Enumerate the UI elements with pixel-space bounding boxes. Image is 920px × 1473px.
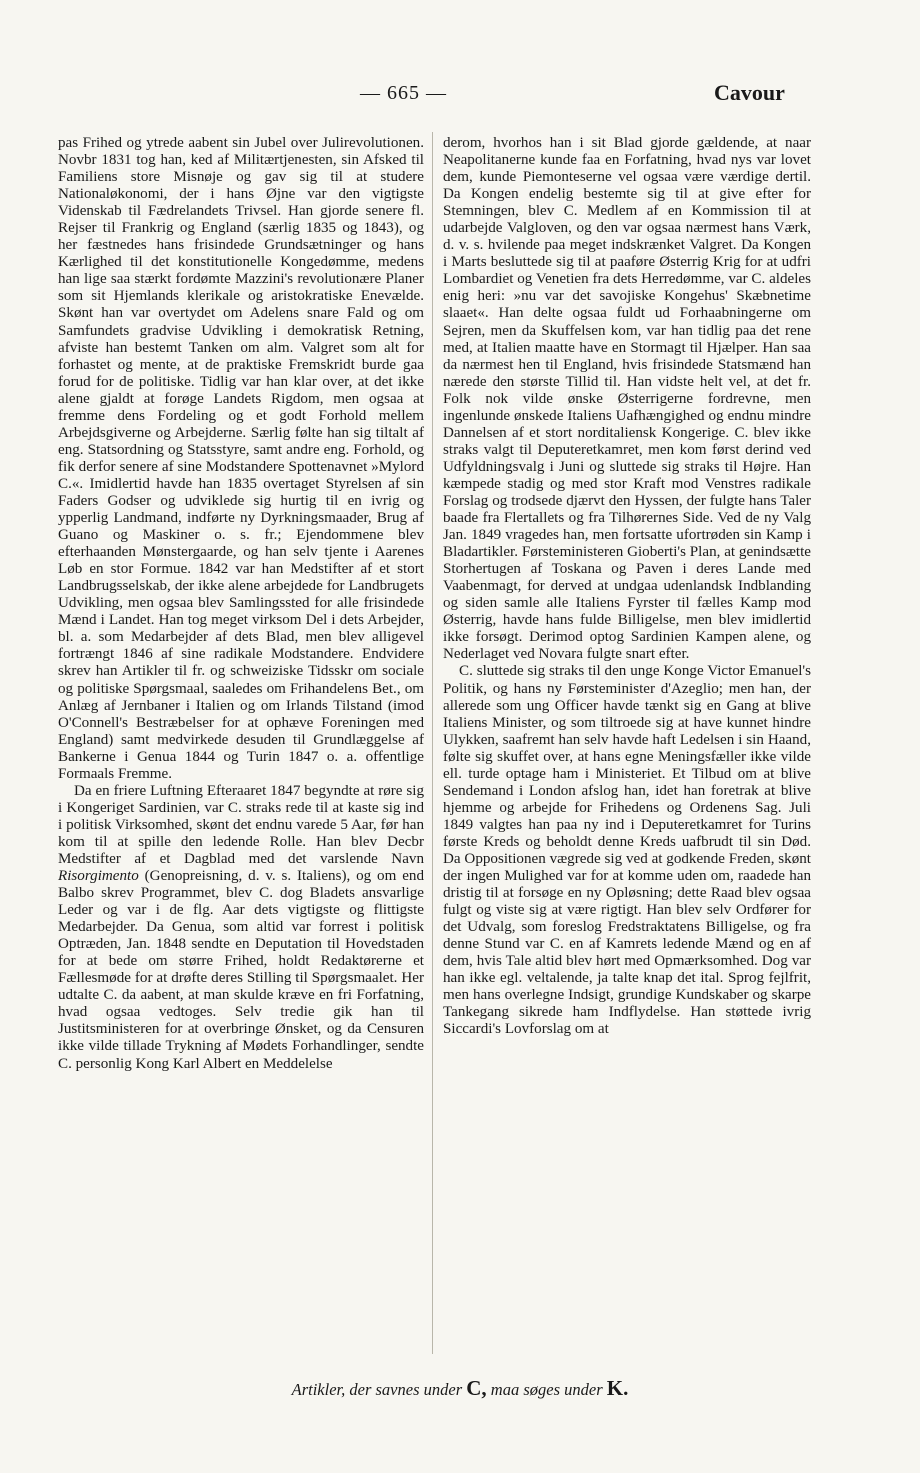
page-header: [0, 78, 920, 112]
paragraph: derom, hvorhos han i sit Blad gjorde gældende, at naar Neapolitanerne kunde faa en Forfatning, hvad nys var lovet dem, kunde Piemonteserne vel ogsaa være værdige dertil. Da Kongen endelig bestemte sig til at give efter for Stemningen, blev C. Medlem af en Kommission til at udarbejde Valgloven, og den var ogsaa nærmest hans Værk, d. v. s. hvilende paa meget indskrænket Valgret. Da Kongen i Marts besluttede sig til at paaføre Østerrig Krig for at udfri Lombardiet og Venetien fra dets Herredømme, var C. aldeles enig heri: »nu var det savojiske Kongehus' Skæbnetime slaaet«. Han delte ogsaa fuldt ud Forhaabningerne om Sejren, men da Skuffelsen kom, var han tidlig paa det rene med, at Italien maatte have en Stormagt til Hjælper. Han saa da nærmest hen til England, hvis frisindede Statsmænd han nærede den største Tillid til. Han vidste helt vel, at det fr. Folk nok vilde ønske Østerrigerne fordrevne, men ingenlunde ønskede Italiens Uafhængighed og endnu mindre Dannelsen af et stort norditaliensk Kongerige. C. blev ikke straks valgt til Deputeretkamret, men kom først derind ved Udfyldningsvalg i Juni og sluttede sig straks til Højre. Han kæmpede stadig og med stor Kraft mod Venstres radikale Forslag og trodsede djærvt den Hyssen, der fulgte hans Taler baade fra Flertallets og fra Tilhørernes Side. Ved de ny Valg Jan. 1849 vragedes han, men fortsatte ufortrøden sin Kamp i Bladartikler. Førsteministeren Gioberti's Plan, at genindsætte Storhertugen af Toskana og Paven i deres Lande med Vaabenmagt, for derved at undgaa udenlandsk Indblanding og siden samle alle Italiens Fyrster til fælles Kamp mod Østerrig, havde hans fulde Billigelse, men blev imidlertid ikke forsøgt. Derimod optog Sardinien Kampen alene, og Nederlaget ved Novara fulgte snart efter.: [443, 135, 811, 663]
footer-letter: C,: [466, 1376, 487, 1400]
footer-note: [0, 1376, 920, 1401]
text-run: Da en friere Luftning Efteraaret 1847 begyndte at røre sig i Kongeriget Sardinien, var C. straks rede til at kaste sig ind i politisk Virksomhed, skønt det endnu varede 5 Aar, før han kom til at spille den ledende Rolle. Han blev Decbr Medstifter af et Dagblad med det varslende Navn: [58, 782, 424, 867]
paragraph: [58, 783, 424, 1073]
column-divider: [432, 132, 433, 1354]
newspaper-title: Risorgimento: [58, 868, 139, 885]
running-head: Cavour: [714, 80, 785, 105]
left-column: [58, 135, 424, 1073]
footer-text: Artikler, der savnes under: [291, 1380, 463, 1399]
page-number: — 665 —: [360, 82, 447, 104]
right-column: [443, 135, 811, 1038]
footer-letter: K.: [606, 1376, 629, 1400]
footer-text: maa søges under: [490, 1380, 603, 1399]
text-run: (Genopreisning, d. v. s. Italiens), og om end Balbo skrev Programmet, blev C. dog Bladets ansvarlige Leder og var i de flg. Aar dets vigtigste og flittigste Medarbejder. Da Genua, som altid var forrest i politisk Optræden, Jan. 1848 sendte en Deputation til Hovedstaden for at bede om større Frihed, holdt Redaktørerne et Fællesmøde for at drøfte deres Stilling til Spørgsmaalet. Her udtalte C. da aabent, at man skulde kræve en fri Forfatning, hvad ogsaa vedtoges. Selv tredie gik han til Justitsministeren for at overbringe Ønsket, og da Censuren ikke vilde tillade Trykning af Mødets Forhandlinger, sendte C. personlig Kong Karl Albert en Meddelelse: [58, 868, 424, 1072]
paragraph: pas Frihed og ytrede aabent sin Jubel over Julirevolutionen. Novbr 1831 tog han, ked af Militærtjenesten, sin Afsked til Familiens store Misnøje og gav sig til at studere Nationaløkonomi, der i hans Øjne var den vigtigste Videnskab til Fædrelandets Trivsel. Han gjorde senere fl. Rejser til Frankrig og England (særlig 1835 og 1843), og her fæstnedes hans frisindede Grundsætninger og hans Kærlighed til det konstitutionelle Kongedømme, medens han lige saa stærkt fordømte Mazzini's revolutionære Planer som sit Hjemlands klerikale og aristokratiske Enevælde. Skønt han var overtydet om Adelens snare Fald og om Samfundets gradvise Udvikling i demokratisk Retning, afviste han bestemt Tanken om alm. Valgret som alt for forhastet og mente, at de praktiske Fremskridt burde gaa forud for de politiske. Tidlig var han klar over, at det ikke alene gjaldt at forøge Landets Rigdom, men ogsaa at fremme dens Fordeling og et godt Forhold mellem Arbejdsgiverne og Arbejderne. Særlig følte han sig tiltalt af eng. Statsordning og Statsstyre, samt andre eng. Forhold, og fik derfor senere af sine Modstandere Spottenavnet »Mylord C.«. Imidlertid havde han 1835 overtaget Styrelsen af sin Faders Godser og udviklede sig hurtig til en ivrig og ypperlig Landmand, indførte ny Dyrkningsmaader, Brug af Guano og Maskiner o. s. fr.; Ejendommene blev efterhaanden Mønstergaarde, og han selv tjente i Aarenes Løb en stor Formue. 1842 var han Medstifter af et stort Landbrugsselskab, der ikke alene arbejdede for Landbrugets Udvikling, men ogsaa blev Samlingssted for alle frisindede Mænd i Landet. Han tog meget virksom Del i dets Arbejder, bl. a. som Medarbejder af dets Blad, men blev alligevel fortrængt 1846 af sine radikale Modstandere. Endvidere skrev han Artikler til fr. og schweiziske Tidsskr om sociale og politiske Spørgsmaal, saaledes om Frihandelens Bet., om Anlæg af Jernbaner i Italien og om Irlands Tilstand (imod O'Connell's Bestræbelser for at ophæve Foreningen med England) samt medvirkede desuden til Grundlæggelse af Bankerne i Genua 1844 og Turin 1847 o. a. offentlige Formaals Fremme.: [58, 135, 424, 782]
paragraph: C. sluttede sig straks til den unge Konge Victor Emanuel's Politik, og hans ny Førsteminister d'Azeglio; men han, der allerede som ung Officer havde tænkt sig en Gang at blive Italiens Minister, og som tiltroede sig at have kunnet hindre Ulykken, saafremt han selv havde haft Ledelsen i sin Haand, følte sig skuffet over, at hans egne Meningsfæller ikke vilde ell. turde optage ham i Ministeriet. Et Tilbud om at blive Sendemand i London afslog han, idet han foretrak at blive hjemme og arbejde for Frihedens og Ordenens Sag. Juli 1849 valgtes han paa ny ind i Deputeretkamret for Turins første Kreds og beholdt denne Kreds uafbrudt til sin Død. Da Oppositionen vægrede sig ved at godkende Freden, skønt der ingen Mulighed var for at komme uden om, raadede han dristig til at forsøge en ny Opløsning; dette Raad blev ogsaa fulgt og viste sig at være rigtigt. Han blev selv Ordfører for det Udvalg, som foreslog Fredstraktatens Billigelse, og fra denne Stund var C. en af Kamrets ledende Mænd og en af dem, hvis Tale altid blev hørt med Opmærksomhed. Dog var han ikke egl. veltalende, ja talte knap det ital. Sprog fejlfrit, men hans overlegne Indsigt, grundige Kundskaber og skarpe Tankegang sikrede ham Indflydelse. Han støttede ivrig Siccardi's Lovforslag om at: [443, 663, 811, 1038]
